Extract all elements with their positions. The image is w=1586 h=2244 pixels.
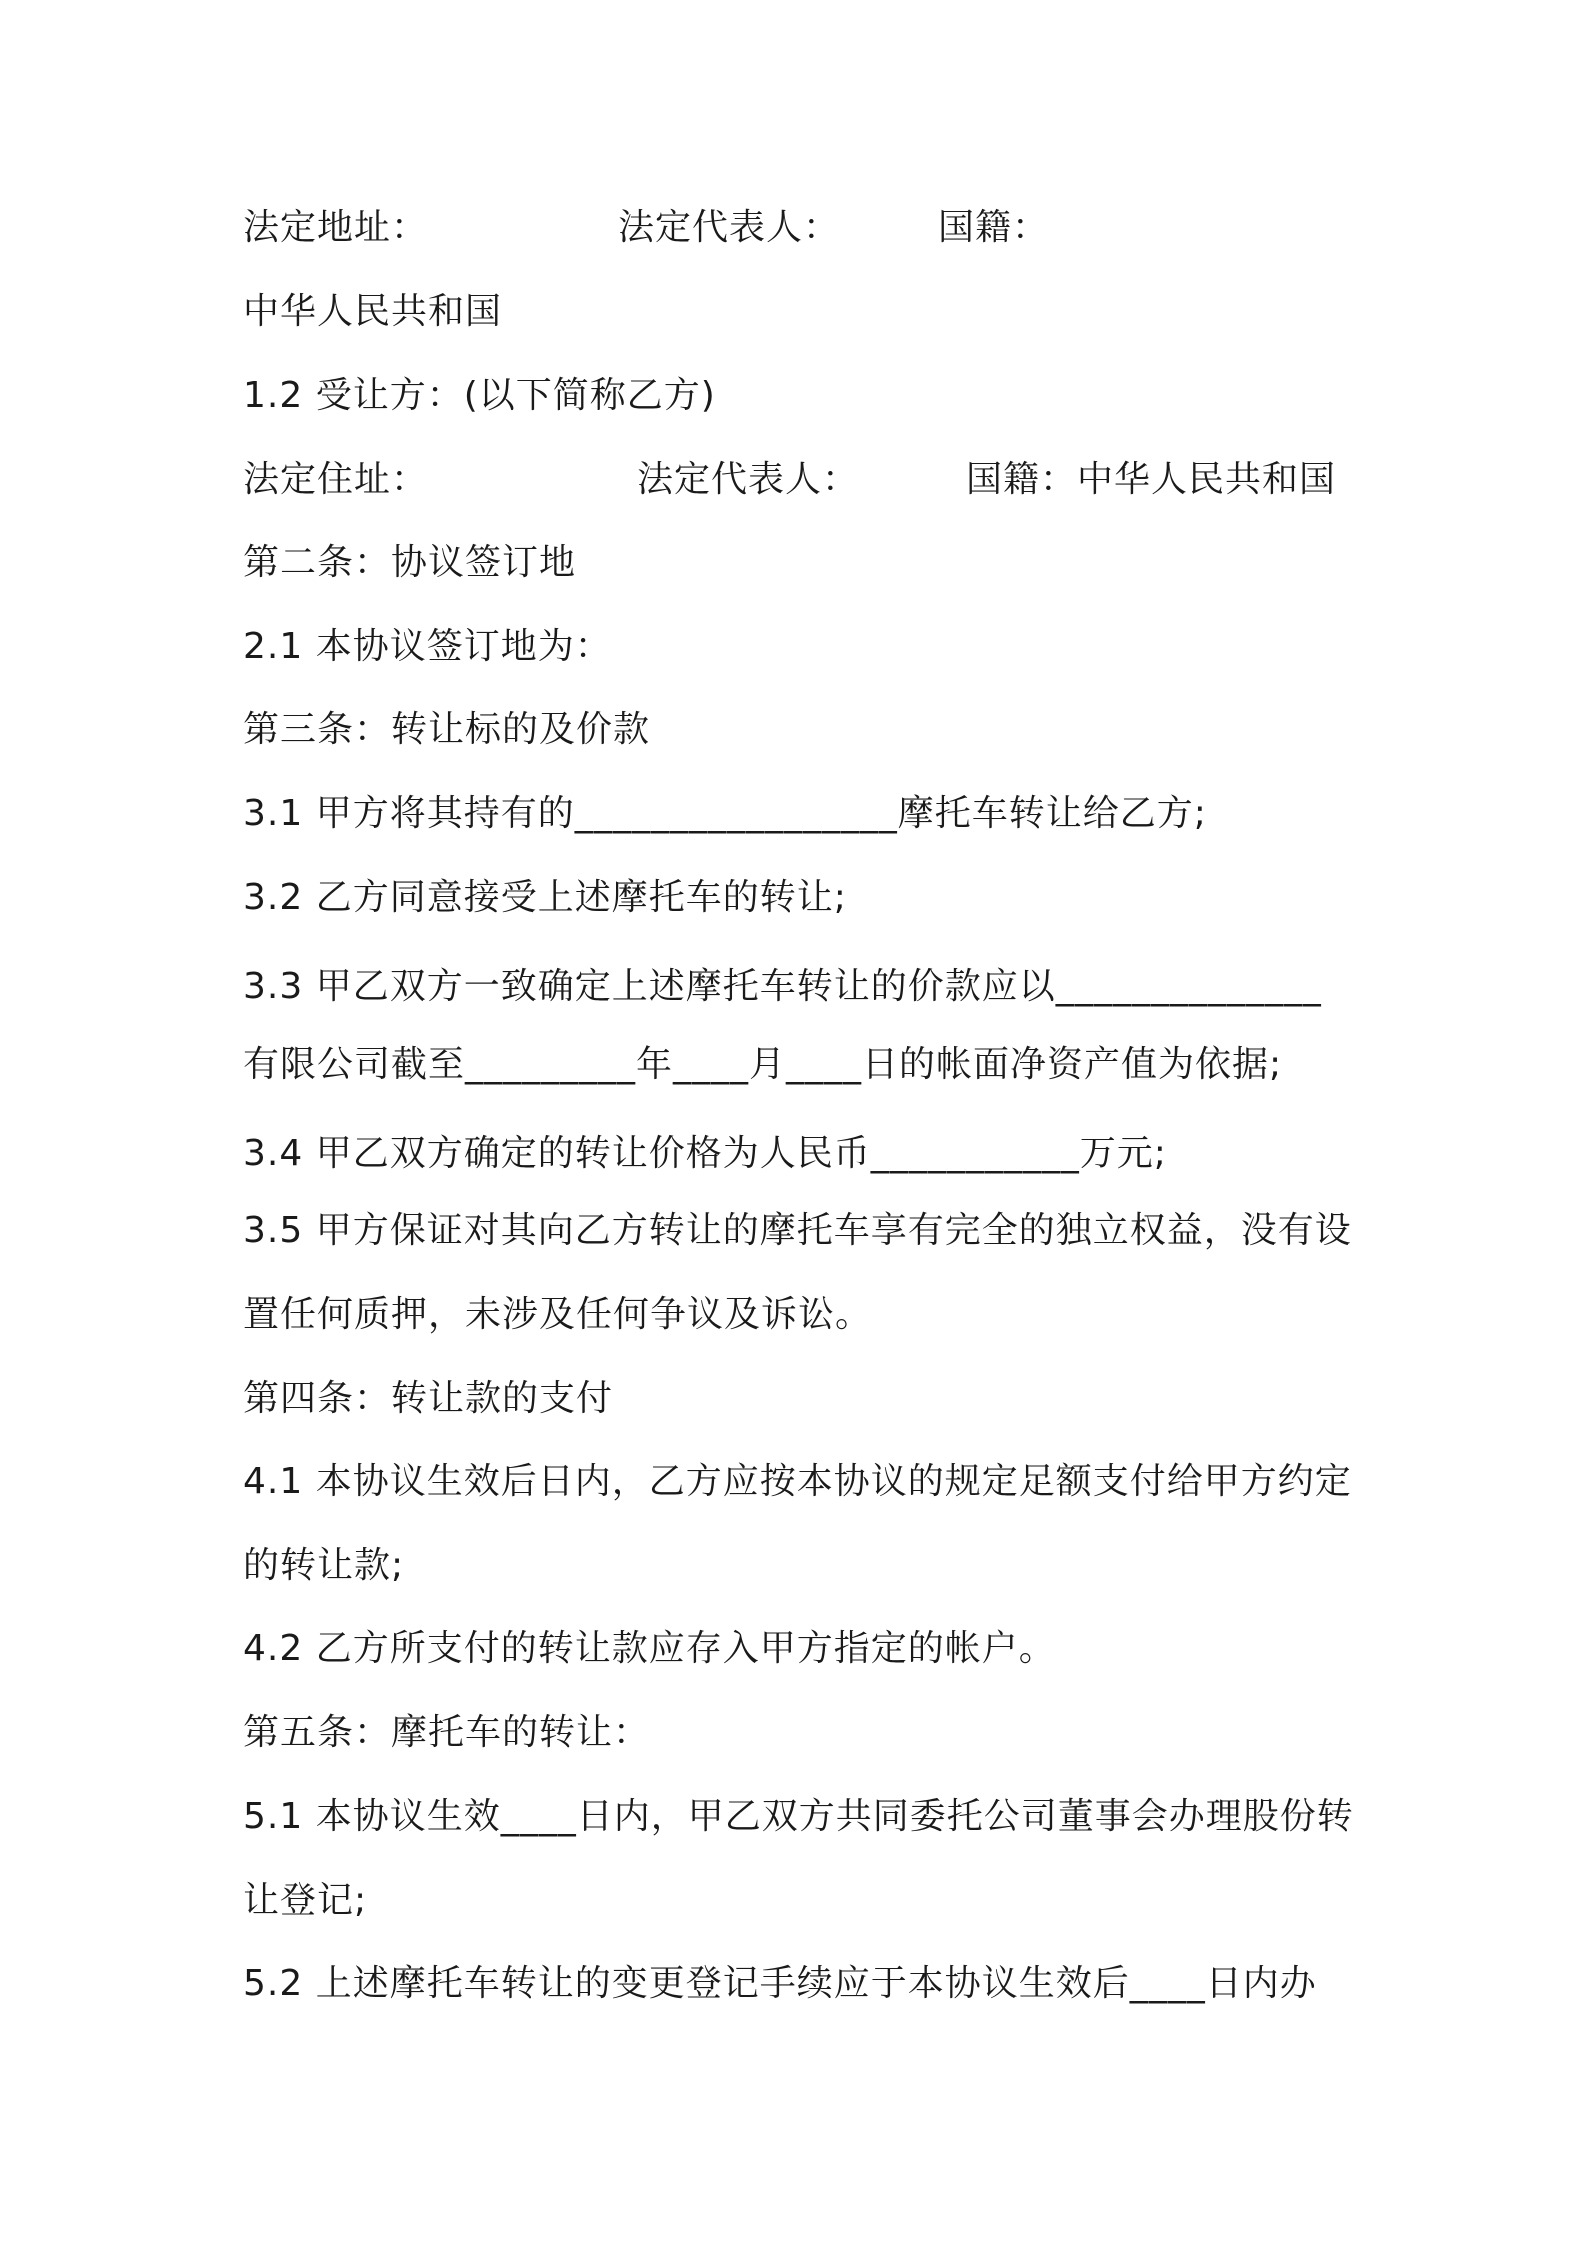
clause-3-3-line2: 有限公司截至_________年____月____日的帐面净资产值为依据; [243,1044,1283,1085]
clause-3-1: 3.1 甲方将其持有的_________________摩托车转让给乙方; [243,793,1207,834]
clause-3-4: 3.4 甲乙双方确定的转让价格为人民币___________万元; [243,1133,1167,1174]
party-a-address-label: 法定地址： [243,207,429,248]
party-a-nationality-label: 国籍： [938,207,1050,248]
clause-4-1-line1: 4.1 本协议生效后日内，乙方应按本协议的规定足额支付给甲方约定 [243,1461,1352,1502]
clause-4-1-line2: 的转让款; [243,1545,405,1586]
party-a-nationality-value: 中华人民共和国 [243,291,503,332]
article-4-title: 第四条：转让款的支付 [243,1378,614,1419]
clause-2-1: 2.1 本协议签订地为： [243,626,612,667]
clause-1-2: 1.2 受让方：(以下简称乙方) [243,375,716,416]
party-b-nationality: 国籍：中华人民共和国 [966,459,1337,500]
clause-3-5-line2: 置任何质押，未涉及任何争议及诉讼。 [243,1294,873,1335]
clause-5-1-line2: 让登记; [243,1880,368,1921]
party-a-rep-label: 法定代表人： [618,207,841,248]
clause-5-1-line1: 5.1 本协议生效____日内，甲乙双方共同委托公司董事会办理股份转 [243,1796,1354,1837]
party-b-rep-label: 法定代表人： [637,459,860,500]
clause-4-2: 4.2 乙方所支付的转让款应存入甲方指定的帐户。 [243,1628,1056,1669]
clause-5-2-line1: 5.2 上述摩托车转让的变更登记手续应于本协议生效后____日内办 [243,1963,1317,2004]
clause-3-3-line1: 3.3 甲乙双方一致确定上述摩托车转让的价款应以______________ [243,966,1322,1007]
article-5-title: 第五条：摩托车的转让： [243,1712,651,1753]
article-3-title: 第三条：转让标的及价款 [243,709,651,750]
clause-3-2: 3.2 乙方同意接受上述摩托车的转让; [243,877,847,918]
party-b-address-label: 法定住址： [243,459,429,500]
clause-3-5-line1: 3.5 甲方保证对其向乙方转让的摩托车享有完全的独立权益，没有设 [243,1210,1352,1251]
article-2-title: 第二条：协议签订地 [243,542,577,583]
